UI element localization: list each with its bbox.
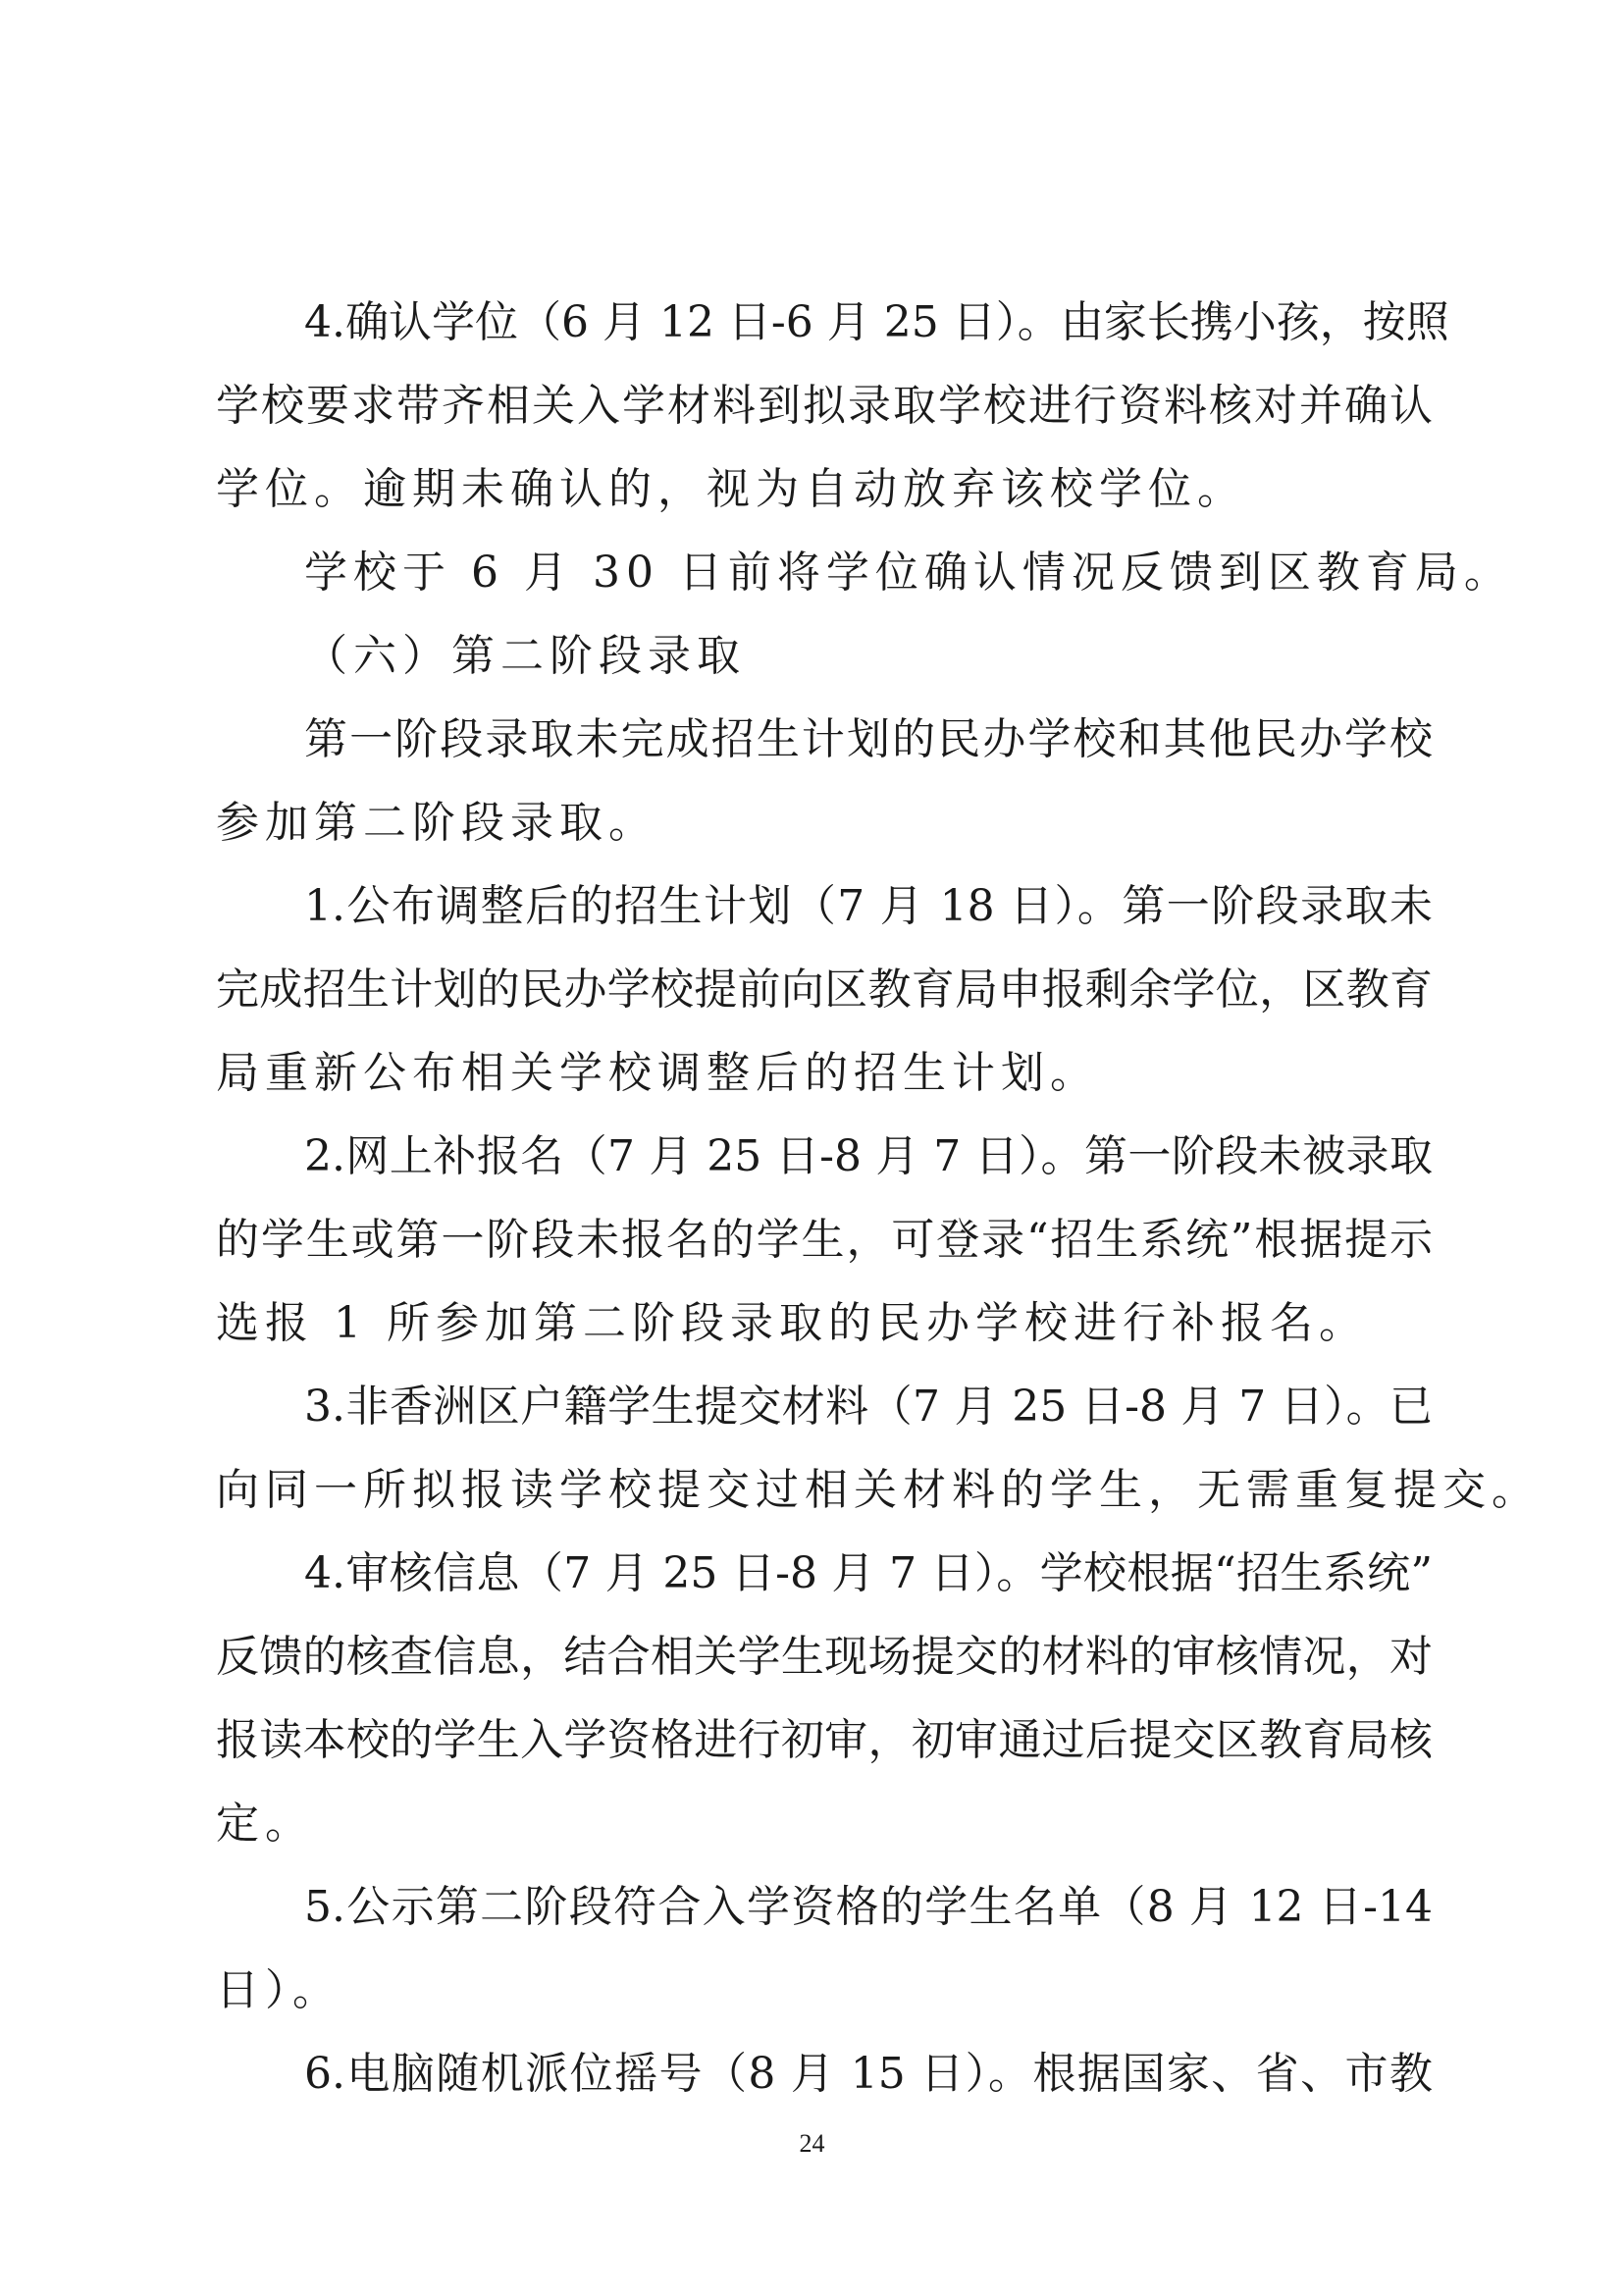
paragraph-line: 学位。逾期未确认的，视为自动放弃该校学位。: [216, 464, 1246, 514]
paragraph-line: 的学生或第一阶段未报名的学生，可登录“招生系统”根据提示: [216, 1215, 1433, 1265]
paragraph-line: 3.非香洲区户籍学生提交材料（7 月 25 日-8 月 7 日）。已: [304, 1382, 1433, 1432]
paragraph-line: 学校要求带齐相关入学材料到拟录取学校进行资料核对并确认: [216, 381, 1433, 431]
paragraph-line: 6.电脑随机派位摇号（8 月 15 日）。根据国家、省、市教: [304, 2049, 1433, 2099]
paragraph-line: 局重新公布相关学校调整后的招生计划。: [216, 1048, 1099, 1098]
paragraph-line: 报读本校的学生入学资格进行初审，初审通过后提交区教育局核: [216, 1715, 1433, 1765]
page-number: 24: [799, 2129, 825, 2158]
paragraph-line: 第一阶段录取未完成招生计划的民办学校和其他民办学校: [304, 714, 1433, 764]
paragraph-line: 4.审核信息（7 月 25 日-8 月 7 日）。学校根据“招生系统”: [304, 1548, 1433, 1598]
paragraph-line: 2.网上补报名（7 月 25 日-8 月 7 日）。第一阶段未被录取: [304, 1131, 1433, 1181]
paragraph-line: 定。: [216, 1799, 314, 1849]
section-heading: （六）第二阶段录取: [304, 631, 746, 681]
paragraph-line: 5.公示第二阶段符合入学资格的学生名单（8 月 12 日-14: [304, 1882, 1433, 1932]
paragraph-line: 选报 1 所参加第二阶段录取的民办学校进行补报名。: [216, 1298, 1368, 1348]
paragraph-line: 日）。: [216, 1965, 341, 2015]
paragraph-line: 4.确认学位（6 月 12 日-6 月 25 日）。由家长携小孩，按照: [304, 297, 1449, 347]
paragraph-line: 完成招生计划的民办学校提前向区教育局申报剩余学位，区教育: [216, 965, 1433, 1015]
paragraph-line: 学校于 6 月 30 日前将学位确认情况反馈到区教育局。: [304, 548, 1513, 598]
paragraph-line: 向同一所拟报读学校提交过相关材料的学生，无需重复提交。: [216, 1465, 1541, 1515]
paragraph-line: 反馈的核查信息，结合相关学生现场提交的材料的审核情况，对: [216, 1632, 1433, 1682]
paragraph-line: 1.公布调整后的招生计划（7 月 18 日）。第一阶段录取未: [304, 881, 1433, 931]
paragraph-line: 参加第二阶段录取。: [216, 798, 657, 848]
